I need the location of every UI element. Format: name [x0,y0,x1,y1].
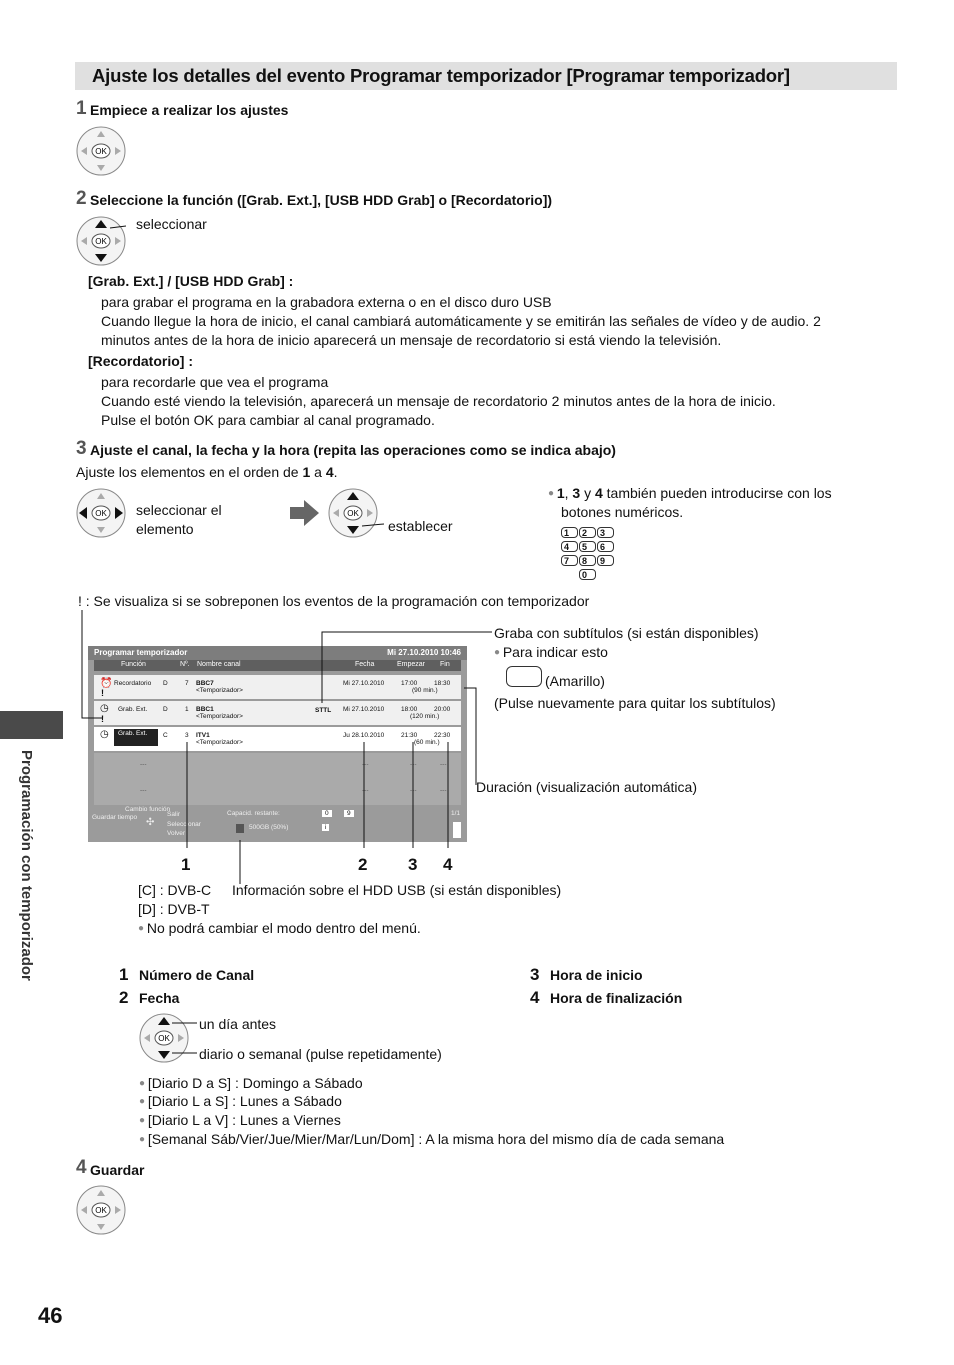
select-label: seleccionar [136,216,207,232]
numeric-note: ● 1, 3 y 4 también pueden introducirse con los [548,485,832,501]
col-funcion: Función [121,661,146,668]
no-change-note: ● No podrá cambiar el modo dentro del menú. [138,920,421,936]
overlap-warning-icon: ! [101,688,104,698]
ok-label: OK [95,1206,107,1215]
rec-line-2: Cuando esté viendo la televisión, aparecerá un mensaje de recordatorio 2 minutos antes de la hora de inicio. [101,393,776,409]
repeat-option: ● [Diario L a V] : Lunes a Viernes [139,1112,341,1128]
side-tab-label: Programación con temporizador [18,750,35,981]
item3-number: 3 [530,965,540,984]
empty-row: --- --- --- --- [94,753,461,779]
overlap-warning-icon: ! [101,714,104,724]
step2-label: Seleccione la función ([Grab. Ext.], [USB HDD Grab] o [Recordatorio]) [90,192,553,208]
ok-label: OK [95,509,107,518]
callout-2: 2 [358,855,368,874]
num-key-5: 5 [579,541,596,552]
item4-number: 4 [530,988,540,1007]
item4-label: Hora de finalización [550,990,683,1006]
num-key-6: 6 [597,541,614,552]
timer-programming-screen: Programar temporizador Mi 27.10.2010 10:46 Función Nº. Nombre canal Fecha Empezar Fin ⏰ ! Recordatorio D 7 BBC7 <Temporizador> Mi 27.10.2010 17:00 18:30 (90 min.) ◷ ! Grab. Ext. D 1 BBC1 <Temporizador> STTL Mi 27.10.2010 18:00 20:00 (120 min.) ◷ Grab. Ext. C 3 ITV1 <Temporizador> Ju 28.10.2010 21:30 22:30 (60 min.) --- --- --- --- --- --- --- --- Cambio función Guardar tiempo Salir Seleccionar Volver ✣ Capacid. restante: 500GB (50%) 0 9 i 1/1 [88,646,467,842]
dvbt-label: [D] : DVB-T [138,901,210,917]
item2-label: Fecha [139,990,180,1006]
remove-subtitles-callout: (Pulse nuevamente para quitar los subtítulos) [494,695,776,711]
grab-line-3: minutos antes de la hora de inicio aparecerá un mensaje de recordatorio si está viendo la televisión. [101,332,722,348]
page-number: 46 [38,1303,63,1328]
ok-label: OK [158,1034,170,1043]
numeric-note-line2: botones numéricos. [561,504,684,520]
timer-row[interactable]: ◷ ! Grab. Ext. D 1 BBC1 <Temporizador> STTL Mi 27.10.2010 18:00 20:00 (120 min.) [94,701,461,725]
indicate-callout: ● Para indicar esto [494,644,608,660]
num-key-2: 2 [579,527,596,538]
day-before-label: un día antes [199,1016,277,1032]
num-key-4: 4 [561,541,578,552]
callout-4: 4 [443,855,453,874]
num-key-7: 7 [561,555,578,566]
yellow-label: (Amarillo) [545,673,605,689]
set-label: establecer [388,518,453,534]
repeat-option: ● [Semanal Sáb/Vier/Jue/Mier/Mar/Lun/Dom] : A la misma hora del mismo día de cada semana [139,1131,724,1147]
dpad-icon: ✣ [146,817,155,828]
step1-label: Empiece a realizar los ajustes [90,102,289,118]
screen-title: Programar temporizador [94,648,188,657]
timer-row-selected[interactable]: ◷ Grab. Ext. C 3 ITV1 <Temporizador> Ju 28.10.2010 21:30 22:30 (60 min.) [94,727,461,751]
step2-number: 2 [76,188,87,209]
grab-line-2: Cuando llegue la hora de inicio, el canal cambiará automáticamente y se emitirán las señales de vídeo y de audio. 2 [101,313,821,329]
step4-number: 4 [76,1157,87,1178]
col-fin: Fin [440,661,450,668]
col-fecha: Fecha [355,661,375,668]
num-key-0: 0 [579,569,596,580]
dvbc-label: [C] : DVB-C [138,882,212,898]
page-title: Ajuste los detalles del evento Programar temporizador [Programar temporizador] [92,65,790,86]
repeat-option: ● [Diario L a S] : Lunes a Sábado [139,1093,342,1109]
select-item-line2: elemento [136,521,194,537]
step1-number: 1 [76,98,87,119]
step3-label: Ajuste el canal, la fecha y la hora (repita las operaciones como se indica abajo) [90,442,616,458]
screen-date: Mi 27.10.2010 10:46 [387,648,461,657]
ok-label: OK [347,509,359,518]
rec-line-3: Pulse el botón OK para cambiar al canal programado. [101,412,435,428]
yellow-button-icon [506,666,542,687]
rec-heading: [Recordatorio] : [88,353,193,369]
step3-number: 3 [76,438,87,459]
overlap-note: ! : Se visualiza si se sobreponen los eventos de la programación con temporizador [78,593,590,609]
duration-callout: Duración (visualización automática) [476,779,697,795]
sttl-label: STTL [315,707,332,714]
select-item-line1: seleccionar el [136,502,222,518]
clock-icon: ◷ [100,729,109,740]
ok-label: OK [95,147,107,156]
item3-label: Hora de inicio [550,967,643,983]
empty-row: --- --- --- --- [94,779,461,805]
reminder-icon: ⏰ [100,678,113,689]
item1-number: 1 [119,965,129,984]
repeat-option: ● [Diario D a S] : Domingo a Sábado [139,1075,363,1091]
cursor-date-icon [139,1013,199,1063]
info-icon: i [322,824,329,831]
step4-label: Guardar [90,1162,145,1178]
num-key-9: 9 [597,555,614,566]
rec-line-1: para recordarle que vea el programa [101,374,329,390]
grab-line-1: para grabar el programa en la grabadora externa o en el disco duro USB [101,294,552,310]
item1-label: Número de Canal [139,967,255,983]
col-empezar: Empezar [397,661,426,668]
callout-1: 1 [181,855,191,874]
timer-row[interactable]: ⏰ ! Recordatorio D 7 BBC7 <Temporizador> Mi 27.10.2010 17:00 18:30 (90 min.) [94,675,461,699]
num-key-3: 3 [597,527,614,538]
num-key-1: 1 [561,527,578,538]
col-no: Nº. [180,661,190,668]
callout-3: 3 [408,855,418,874]
ok-pad-icon [76,1185,126,1235]
order-text: Ajuste los elementos en el orden de 1 a 4. [76,464,338,480]
col-canal: Nombre canal [197,661,241,668]
daily-label: diario o semanal (pulse repetidamente) [199,1046,442,1062]
num-key-8: 8 [579,555,596,566]
clock-icon: ◷ [100,703,109,714]
ok-label: OK [95,237,107,246]
item2-number: 2 [119,988,129,1007]
grab-heading: [Grab. Ext.] / [USB HDD Grab] : [88,273,294,289]
usb-info-callout: Información sobre el HDD USB (si están disponibles) [232,882,562,898]
subtitles-callout: Graba con subtítulos (si están disponibles) [494,625,759,641]
